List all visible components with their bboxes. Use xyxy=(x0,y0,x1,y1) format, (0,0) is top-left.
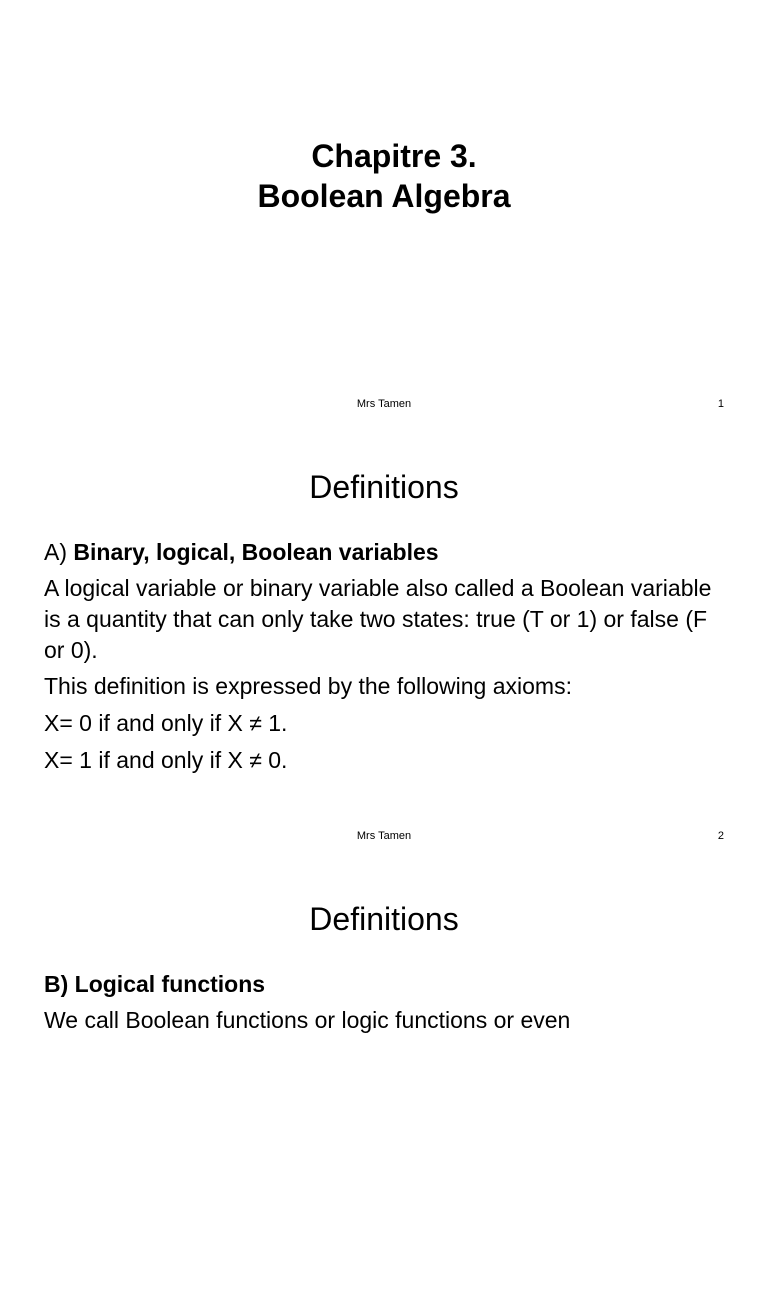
slide-body xyxy=(44,537,724,782)
slide-heading: Definitions xyxy=(309,901,459,937)
axiom-line: X= 0 if and only if X ≠ 1. xyxy=(44,710,288,736)
definition-paragraph: A logical variable or binary variable also called a Boolean variable is a quantity that can only take two states: true (T or 1) or false (F or 0). xyxy=(44,575,712,663)
title-line-subject: Boolean Algebra xyxy=(257,178,511,214)
subheading-bold: Binary, logical, Boolean variables xyxy=(73,539,439,565)
subheading xyxy=(44,969,724,1000)
slide-title xyxy=(0,136,768,216)
page-number: 2 xyxy=(717,830,724,842)
footer-author: Mrs Tamen xyxy=(356,398,412,410)
slide-2 xyxy=(0,432,768,864)
subheading xyxy=(44,537,724,568)
slide-3 xyxy=(0,864,768,1296)
subheading-bold: B) Logical functions xyxy=(44,971,266,997)
subheading-prefix: A) xyxy=(44,539,74,565)
footer-author: Mrs Tamen xyxy=(356,830,412,842)
slide-heading: Definitions xyxy=(309,469,459,505)
axiom-intro: This definition is expressed by the following axioms: xyxy=(44,673,572,699)
page-number: 1 xyxy=(717,398,724,410)
definition-paragraph: We call Boolean functions or logic functions or even xyxy=(44,1007,571,1033)
slide-1 xyxy=(0,0,768,432)
title-line-chapter: Chapitre 3. xyxy=(311,138,477,174)
slide-body xyxy=(44,969,724,1041)
axiom-line: X= 1 if and only if X ≠ 0. xyxy=(44,747,288,773)
